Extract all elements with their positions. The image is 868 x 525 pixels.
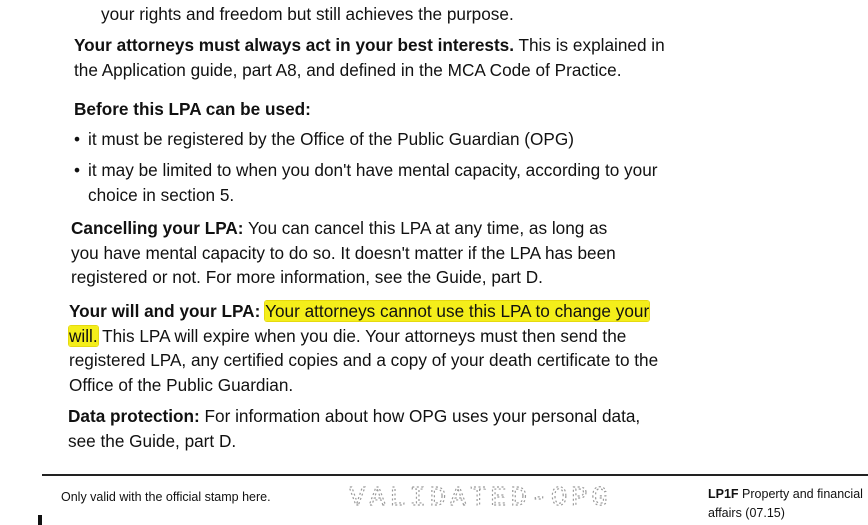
form-code: [708, 485, 863, 523]
bullet-dot: •: [74, 160, 81, 180]
cancelling-bold: Cancelling your LPA:: [71, 218, 244, 238]
footer-divider: [42, 474, 868, 476]
top-line: your rights and freedom but still achieves the purpose.: [101, 4, 514, 24]
will-paragraph: Your will and your LPA: Your attorneys cannot use this LPA to change your will. This LPA will expire when you die. Your attorneys must then send the registered LPA, any certified copies and a copy of your death certificate to the Office of the Public Guardian.: [69, 301, 659, 395]
stamp-note: Only valid with the official stamp here.: [61, 490, 271, 504]
validated-stamp: [345, 481, 645, 511]
highlighted-text: Your attorneys cannot use this LPA to change your: [265, 301, 650, 321]
will-bold: Your will and your LPA:: [69, 301, 261, 321]
best-interests-paragraph: [74, 33, 665, 82]
form-title: Property and financial: [738, 487, 863, 501]
stamp-text: VALIDATED-OPG: [349, 484, 612, 511]
bullet-dot: •: [74, 129, 81, 149]
document-page: your rights and freedom but still achieves the purpose. Your attorneys must always act in your best interests. This is explained in the Application guide, part A8, and defined in the MCA Code of Practice. Before this LPA can be used: • it must be registered by the Office of the Public Guardian (OPG) • it may be limited to when you don't have mental capacity, according to your choice in section 5. Cancelling your LPA: You can cancel this LPA at any time, as long as you have mental capacity to do so. It doesn't matter if the LPA has been registered or not. For more information, see the Guide, part D. Your will and your LPA: Your attorneys cannot use this LPA to change your will. This LPA will expire when you die. Your attorneys must then send the registered LPA, any certified copies and a copy of your death certificate to the Office of the Public Guardian. Data protection: For information about how OPG uses your personal data, see the Guide, part D. Only valid with the official stamp here. VALIDATED-OPG LP1F Property and financial affairs (07.15): [0, 0, 868, 525]
cancelling-paragraph: Cancelling your LPA: You can cancel this LPA at any time, as long as you have mental capacity to do so. It doesn't matter if the LPA has been registered or not. For more information, see the Guide, part D.: [71, 218, 616, 287]
form-title-line2: affairs (07.15): [708, 506, 785, 520]
best-interests-text: This is explained in: [514, 35, 665, 55]
best-interests-bold: Your attorneys must always act in your best interests.: [74, 35, 515, 55]
form-code-id: LP1F: [708, 487, 739, 501]
highlighted-text: will.: [69, 325, 98, 346]
before-used-heading: Before this LPA can be used:: [74, 99, 311, 119]
best-interests-line2: the Application guide, part A8, and defined in the MCA Code of Practice.: [74, 59, 622, 80]
data-protection-bold: Data protection:: [68, 406, 200, 426]
corner-mark: [38, 515, 42, 525]
data-protection-paragraph: Data protection: For information about how OPG uses your personal data, see the Guide, part D.: [68, 406, 641, 451]
